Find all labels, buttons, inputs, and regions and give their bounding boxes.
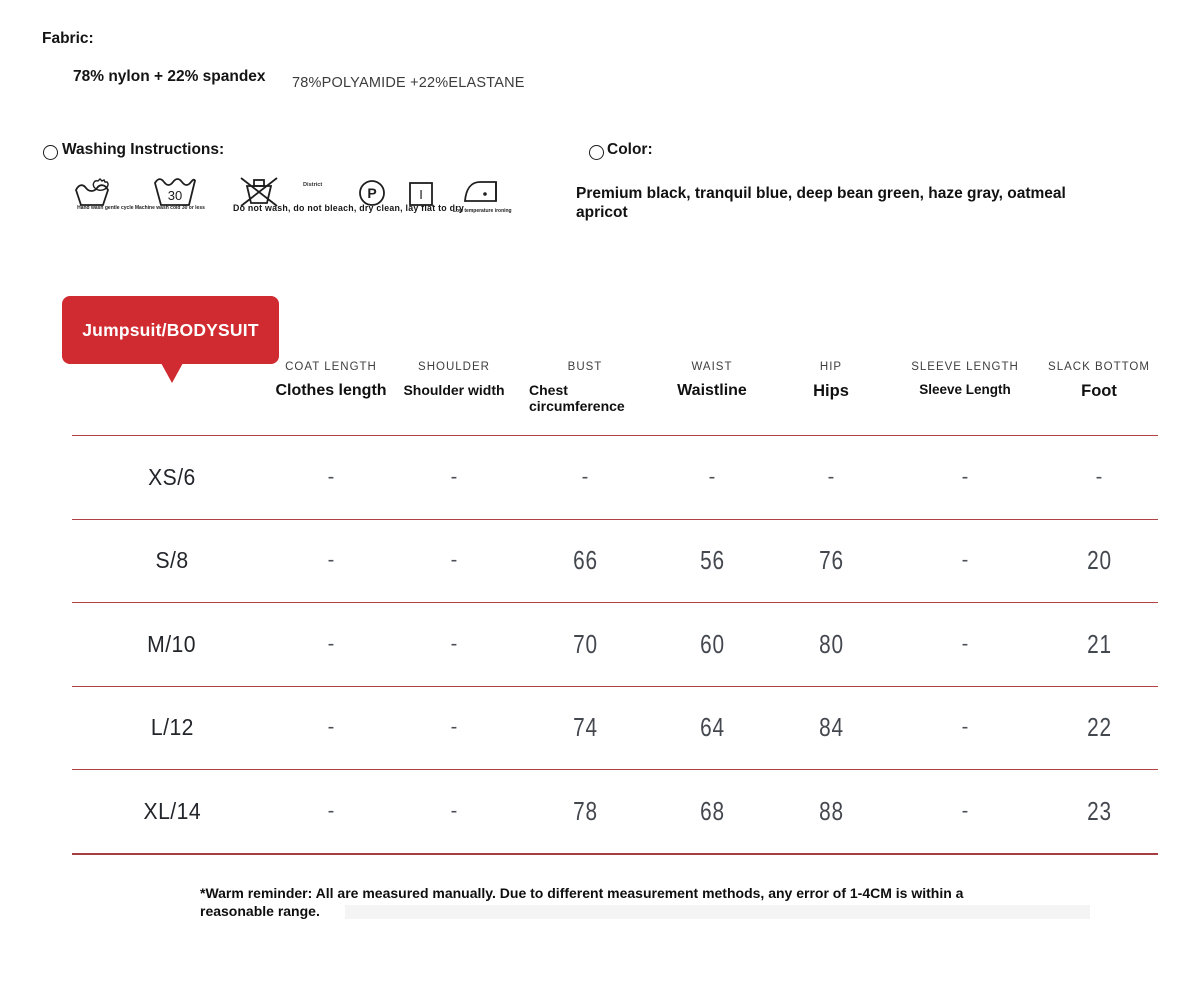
table-cell: -	[450, 549, 458, 572]
table-cell: -	[327, 549, 335, 572]
table-cell: -	[961, 716, 969, 739]
table-cell: -	[581, 465, 589, 488]
iron-caption: Low temperature ironing	[453, 208, 512, 214]
table-cell: 76	[818, 545, 844, 576]
table-cell: -	[327, 632, 335, 655]
table-cell: 60	[699, 628, 725, 659]
table-cell: 20	[1086, 545, 1112, 576]
table-cell: -	[327, 716, 335, 739]
size-label: XL/14	[143, 797, 201, 824]
fabric-composition-secondary: 78%POLYAMIDE +22%ELASTANE	[292, 75, 525, 91]
header-foot: SLACK BOTTOM Foot	[1048, 361, 1150, 400]
size-label: S/8	[155, 547, 189, 574]
table-cell: -	[327, 799, 335, 822]
low-temp-iron-icon	[463, 179, 501, 207]
size-table	[72, 355, 1158, 855]
hand-wash-icon	[74, 178, 112, 207]
hand-wash-caption: Hand wash gentle cycle Machine wash cold 30 or less	[77, 205, 205, 211]
table-row	[72, 602, 1158, 686]
table-cell: -	[961, 549, 969, 572]
table-row	[72, 686, 1158, 770]
category-badge	[62, 296, 279, 364]
table-cell: 84	[818, 712, 844, 743]
svg-text:I: I	[419, 187, 423, 202]
district-label: District	[303, 182, 323, 188]
table-cell: 21	[1086, 628, 1112, 659]
table-cell: 68	[699, 795, 725, 826]
fabric-heading: Fabric:	[42, 30, 94, 47]
header-chest-circumference: BUST Chest circumference	[529, 361, 625, 415]
header-empty	[72, 355, 272, 435]
color-heading: Color:	[607, 141, 653, 158]
table-cell: -	[961, 465, 969, 488]
table-cell: 70	[572, 628, 598, 659]
table-cell: 74	[572, 712, 598, 743]
table-cell: 23	[1086, 795, 1112, 826]
table-cell: -	[1095, 465, 1103, 488]
svg-text:30: 30	[167, 188, 183, 203]
circle-bullet-icon	[43, 145, 58, 160]
circle-bullet-icon	[589, 145, 604, 160]
measurement-footnote: *Warm reminder: All are measured manually. Due to different measurement methods, any error of 1-4CM is within a reasonable range.	[200, 885, 964, 920]
table-cell: 88	[818, 795, 844, 826]
table-row	[72, 769, 1158, 855]
washing-caption-main: Do not wash, do not bleach, dry clean, lay flat to dry	[233, 203, 465, 213]
table-cell: -	[708, 465, 716, 488]
table-cell: -	[450, 799, 458, 822]
header-waistline: WAIST Waistline	[677, 361, 747, 399]
table-cell: -	[450, 465, 458, 488]
machine-wash-30-icon	[153, 176, 197, 207]
table-cell: 78	[572, 795, 598, 826]
header-shoulder-width: SHOULDER Shoulder width	[403, 361, 505, 398]
table-cell: 22	[1086, 712, 1112, 743]
size-label: L/12	[150, 714, 194, 741]
table-cell: -	[961, 799, 969, 822]
table-cell: 64	[699, 712, 725, 743]
iron-setting-box-icon	[408, 181, 434, 207]
table-row	[72, 435, 1158, 519]
svg-text:P: P	[367, 185, 377, 201]
color-value: Premium black, tranquil blue, deep bean green, haze gray, oatmeal apricot	[576, 185, 1066, 221]
size-table-header	[72, 355, 1158, 435]
table-cell: 66	[572, 545, 598, 576]
table-cell: -	[327, 465, 335, 488]
table-row	[72, 519, 1158, 603]
table-cell: -	[450, 632, 458, 655]
washing-instructions-heading: Washing Instructions:	[62, 141, 225, 158]
header-sleeve-length: SLEEVE LENGTH Sleeve Length	[911, 361, 1019, 397]
size-label: XS/6	[148, 463, 196, 490]
table-cell: -	[827, 465, 835, 488]
table-cell: -	[961, 632, 969, 655]
table-cell: -	[450, 716, 458, 739]
table-cell: 56	[699, 545, 725, 576]
header-hips: HIP Hips	[813, 361, 849, 400]
category-badge-label: Jumpsuit/BODYSUIT	[82, 319, 259, 340]
table-cell: 80	[818, 628, 844, 659]
size-label: M/10	[147, 630, 197, 657]
dry-clean-circle-icon	[358, 179, 386, 207]
header-clothes-length: COAT LENGTH Clothes length	[275, 361, 387, 399]
fabric-composition-primary: 78% nylon + 22% spandex	[73, 68, 266, 85]
